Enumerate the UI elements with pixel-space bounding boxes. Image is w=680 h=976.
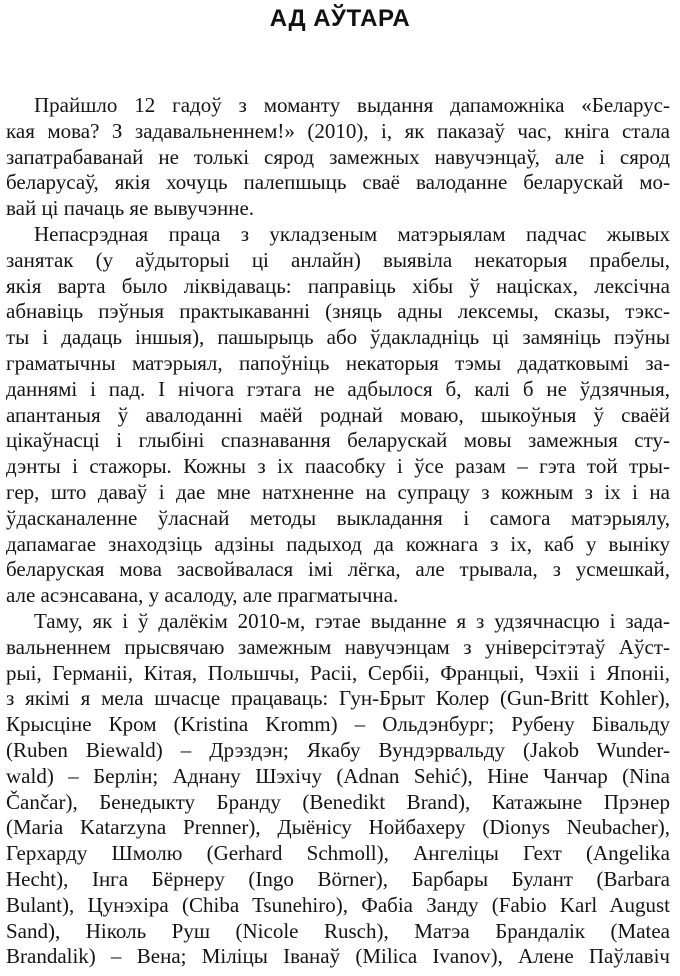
text-line: Brandalik) – Вена; Міліцы Іванаў (Milica Ivanov), Алене Паўлавіч <box>6 944 670 969</box>
text-line: дапамагае знаходзіць адзіны падыход да кожнага з іх, каб у выніку <box>6 531 670 556</box>
text-line: Čančar), Бенедыкту Бранду (Benedikt Brand), Катажыне Прэнер <box>6 789 670 814</box>
text-line: Непасрэдная праца з укладзеным матэрыялам падчас жывых <box>34 221 670 246</box>
text-line: Sand), Ніколь Руш (Nicole Rusch), Матэа Брандалік (Matea <box>6 918 670 943</box>
text-line: запатрабаванай не толькі сярод замежных навучэнцаў, але і сярод <box>6 144 670 169</box>
text-line: граматычны матэрыял, папоўніць некаторыя тэмы дадатковымі за- <box>6 350 670 375</box>
page-title: АД АЎТАРА <box>269 5 411 32</box>
text-line: Прайшло 12 гадоў з моманту выдання дапаможніка «Беларус- <box>34 93 670 117</box>
paragraph <box>6 222 670 609</box>
text-line: Герхарду Шмолю (Gerhard Schmoll), Ангеліцы Гехт (Angelika <box>6 841 670 866</box>
text-line: (Ruben Biewald) – Дрэздэн; Якабу Вундэрвальду (Jakob Wunder- <box>6 737 670 762</box>
text-line: рыі, Германіі, Кітая, Польшчы, Расіі, Сербіі, Францыі, Чэхіі і Японіі, <box>6 660 670 685</box>
text-line: але асэнсавана, у асалоду, але прагматычна. <box>6 583 399 608</box>
text-line: якія варта было ліквідаваць: паправіць хібы ў націсках, лексічна <box>6 273 670 298</box>
text-line: Bulant), Цунэхіра (Chiba Tsunehiro), Фабіа Занду (Fabio Karl August <box>6 892 670 917</box>
text-line: дэнты і стажоры. Кожны з іх паасобку і ўсе разам – гэта той тры- <box>6 454 670 479</box>
body-text <box>6 93 670 970</box>
text-line: Таму, як і ў далёкім 2010-м, гэтае выданне я з удзячнасцю і зада- <box>34 608 670 633</box>
text-line: гер, што даваў і дае мне натхненне на супрацу з кожным з іх і на <box>6 479 670 504</box>
text-line: апантаныя ў авалоданні маёй роднай моваю, шыкоўныя ў сваёй <box>6 402 670 427</box>
text-line: занятак (у аўдыторыі ці анлайн) выявіла некаторыя прабелы, <box>6 247 670 272</box>
paragraph <box>6 93 670 222</box>
text-line: Hecht), Інга Бёрнеру (Ingo Börner), Барбары Булант (Barbara <box>6 866 670 891</box>
text-line: ты і дадаць іншыя), пашырыць або ўдакладніць ці замяніць пэўны <box>6 325 670 350</box>
text-line: беларусаў, якія хочуць палепшыць сваё валоданне беларускай мо- <box>6 170 670 195</box>
text-line: (Maria Katarzyna Prenner), Дыёнісу Нойбахеру (Dionys Neubacher), <box>6 815 670 840</box>
text-line: з якімі я мела шчасце працаваць: Гун-Брыт Колер (Gun-Britt Kohler), <box>6 686 670 711</box>
text-line: цікаўнасці і глыбіні спазнавання беларускай мовы замежныя сту- <box>6 428 670 453</box>
paragraph <box>6 609 670 970</box>
text-line: вальненнем прысвячаю замежным навучэнцам з універсітэтаў Аўст- <box>6 634 670 659</box>
text-line: Крысціне Кром (Kristina Kromm) – Ольдэнбург; Рубену Бівальду <box>6 712 670 737</box>
text-line: вай ці пачаць яе вывучэнне. <box>6 196 255 221</box>
text-line: ўдасканаленне ўласнай методы выкладання і самога матэрыялу, <box>6 505 670 530</box>
text-line: даннямі і пад. І нічога гэтага не адбылося б, калі б не ўдзячныя, <box>6 376 670 401</box>
text-line: абнавіць пэўныя практыкаванні (зняць адны лексемы, сказы, тэкс- <box>6 299 670 324</box>
text-line: wald) – Берлін; Аднану Шэхічу (Adnan Sehić), Ніне Чанчар (Nina <box>6 763 670 788</box>
text-line: кая мова? З задавальненнем!» (2010), і, як паказаў час, кніга стала <box>6 118 670 143</box>
text-line: беларуская мова засвойвалася імі лёгка, але трывала, з усмешкай, <box>6 557 670 582</box>
